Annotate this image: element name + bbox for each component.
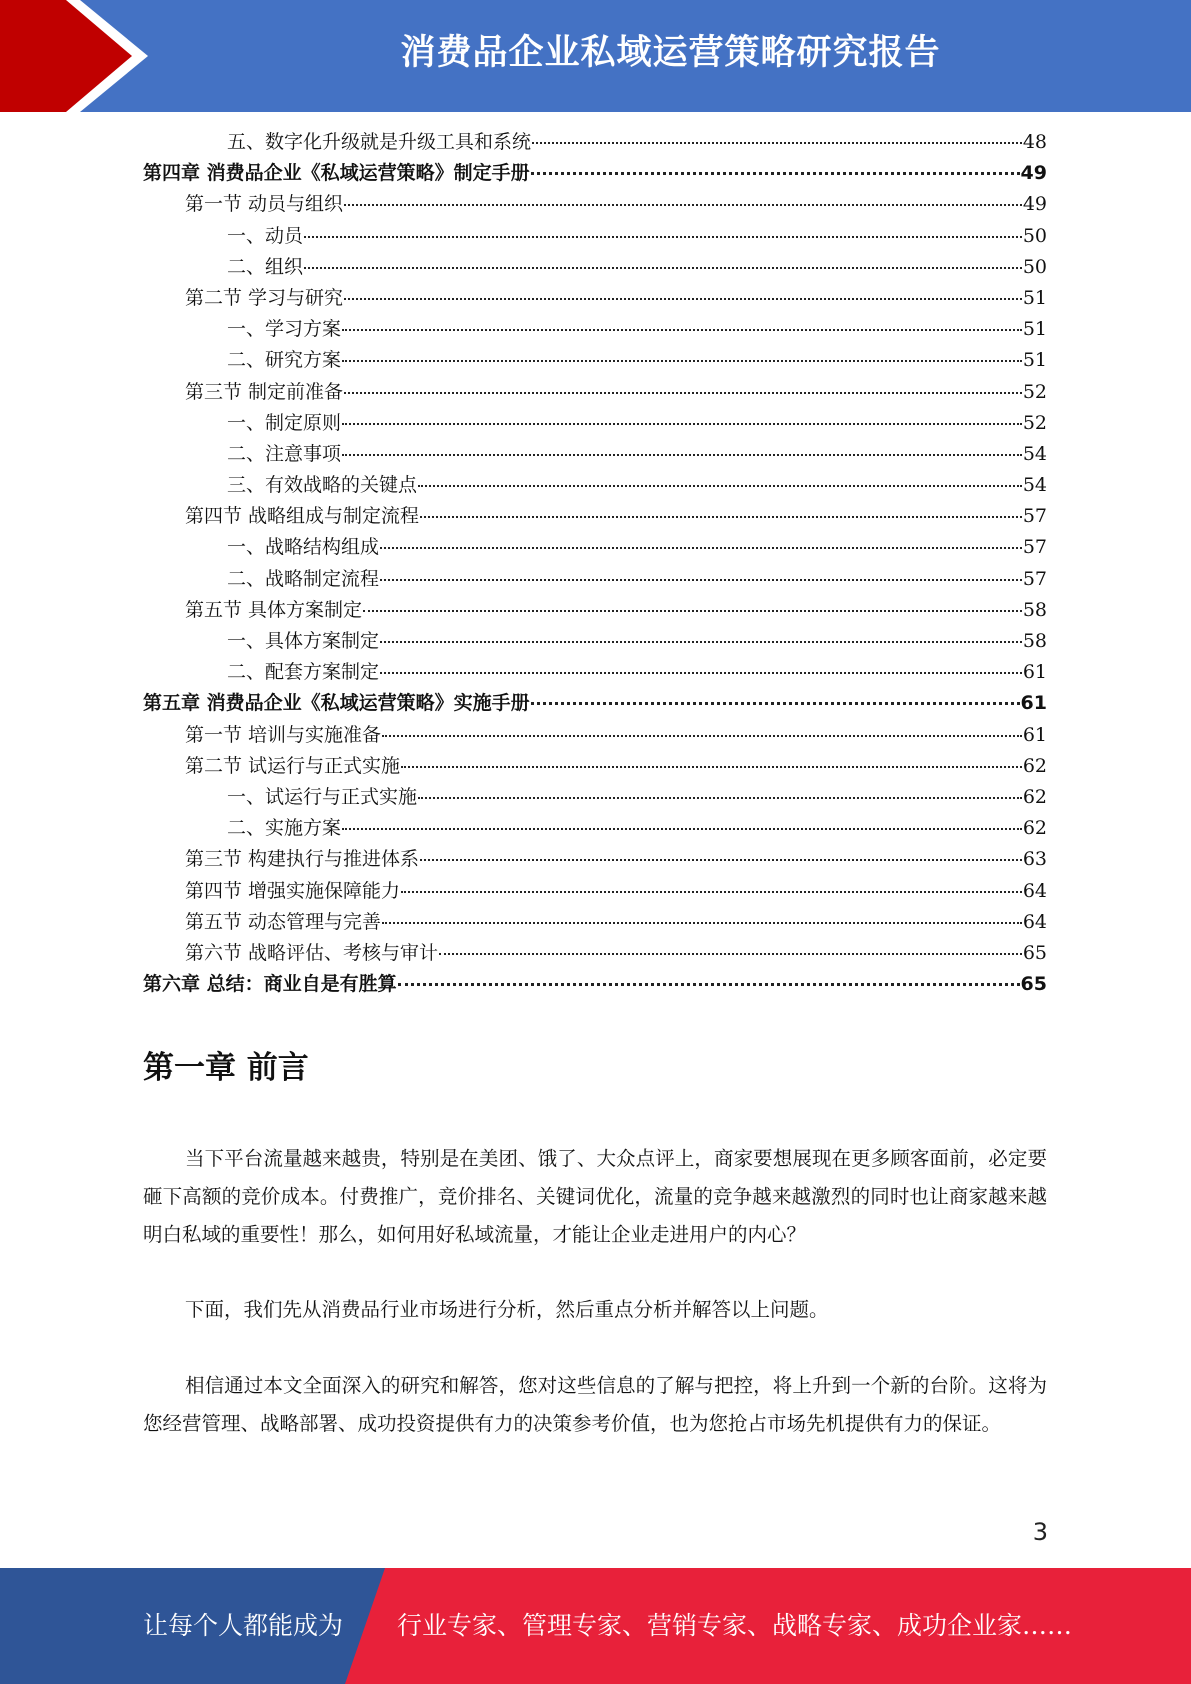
toc-entry-page: 57 (1022, 567, 1047, 590)
toc-leader-dots (344, 298, 1022, 300)
toc-entry[interactable] (143, 657, 1047, 688)
toc-entry-page: 52 (1022, 380, 1047, 403)
chapter-title: 第一章 前言 (143, 1050, 309, 1086)
toc-entry-page: 54 (1022, 442, 1047, 465)
toc-entry-title: 第五节 动态管理与完善 (185, 910, 382, 933)
toc-entry-title: 一、试运行与正式实施 (227, 785, 418, 808)
toc-entry[interactable] (143, 782, 1047, 813)
toc-entry-page: 57 (1022, 505, 1047, 528)
toc-entry-page: 50 (1022, 224, 1047, 247)
toc-entry[interactable] (143, 470, 1047, 501)
toc-entry[interactable] (143, 283, 1047, 314)
toc-entry-page: 62 (1022, 754, 1047, 777)
toc-entry-title: 第六章 总结：商业自是有胜算 (143, 973, 397, 996)
toc-entry-page: 48 (1022, 131, 1047, 153)
toc-leader-dots (382, 735, 1022, 737)
toc-entry-title: 第一节 动员与组织 (185, 193, 344, 216)
toc-leader-dots (342, 423, 1022, 425)
toc-entry[interactable] (143, 751, 1047, 782)
toc-leader-dots (363, 610, 1022, 612)
toc-entry-page: 62 (1022, 785, 1047, 808)
toc-entry-title: 第一节 培训与实施准备 (185, 723, 382, 746)
toc-entry[interactable] (143, 189, 1047, 220)
toc-entry-title: 一、具体方案制定 (227, 630, 380, 652)
toc-entry[interactable] (143, 314, 1047, 345)
toc-entry-title: 第六节 战略评估、考核与审计 (185, 941, 439, 964)
toc-entry[interactable] (143, 408, 1047, 439)
toc-entry-page: 65 (1020, 973, 1047, 996)
toc-entry[interactable] (143, 626, 1047, 657)
toc-leader-dots (304, 236, 1022, 238)
toc-entry-page: 64 (1022, 910, 1047, 933)
toc-entry-title: 第二节 试运行与正式实施 (185, 754, 401, 777)
toc-entry[interactable] (143, 127, 1047, 158)
toc-entry[interactable] (143, 532, 1047, 563)
paragraph-text: 相信通过本文全面深入的研究和解答，您对这些信息的了解与把控，将上升到一个新的台阶。这将为您经营管理、战略部署、成功投资提供有力的决策参考价值，也为您抢占市场先机提供有力的保证。 (143, 1374, 1047, 1435)
paragraph-text: 下面，我们先从消费品行业市场进行分析，然后重点分析并解答以上问题。 (185, 1298, 829, 1321)
toc-entry[interactable] (143, 844, 1047, 875)
toc-entry[interactable] (143, 501, 1047, 532)
toc-entry[interactable] (143, 439, 1047, 470)
toc-leader-dots (531, 172, 1020, 175)
toc-leader-dots (532, 142, 1022, 144)
header-title: 消费品企业私域运营策略研究报告 (400, 33, 941, 73)
toc-entry-page: 61 (1022, 723, 1047, 746)
toc-entry-page: 51 (1022, 349, 1047, 372)
toc-entry-page: 65 (1022, 941, 1047, 964)
toc-entry-page: 61 (1022, 661, 1047, 684)
toc-entry[interactable] (143, 969, 1047, 1000)
toc-entry[interactable] (143, 876, 1047, 907)
toc-entry[interactable] (143, 252, 1047, 283)
page-footer (0, 1568, 1191, 1684)
toc-entry-title: 二、配套方案制定 (227, 661, 380, 684)
toc-leader-dots (420, 859, 1022, 861)
toc-leader-dots (418, 797, 1022, 799)
toc-leader-dots (380, 547, 1022, 549)
page-header (0, 0, 1191, 112)
toc-leader-dots (531, 702, 1020, 705)
toc-entry[interactable] (143, 720, 1047, 751)
toc-leader-dots (401, 766, 1022, 768)
toc-entry[interactable] (143, 377, 1047, 408)
paragraph-1 (143, 1140, 1047, 1254)
toc-entry-page: 54 (1022, 474, 1047, 497)
table-of-contents (143, 127, 1047, 1000)
toc-leader-dots (342, 454, 1022, 456)
toc-entry-title: 一、制定原则 (227, 411, 342, 434)
toc-entry-page: 61 (1020, 692, 1047, 715)
toc-entry-page: 62 (1022, 817, 1047, 840)
toc-entry-page: 51 (1022, 318, 1047, 341)
footer-slogan-right: 行业专家、管理专家、营销专家、战略专家、成功企业家…… (397, 1611, 1073, 1640)
toc-entry-page: 52 (1022, 411, 1047, 434)
toc-entry-page: 64 (1022, 879, 1047, 902)
toc-entry-title: 第二节 学习与研究 (185, 286, 344, 309)
toc-entry-page: 58 (1022, 598, 1047, 621)
toc-entry-title: 一、战略结构组成 (227, 536, 380, 559)
toc-entry-title: 一、动员 (227, 224, 304, 247)
toc-entry-title: 二、注意事项 (227, 442, 342, 465)
toc-leader-dots (418, 485, 1022, 487)
toc-entry[interactable] (143, 158, 1047, 189)
toc-entry-title: 二、战略制定流程 (227, 567, 380, 590)
toc-entry[interactable] (143, 688, 1047, 719)
toc-entry[interactable] (143, 907, 1047, 938)
paragraph-3 (143, 1367, 1047, 1443)
toc-entry-title: 二、组织 (227, 255, 304, 278)
paragraph-2 (143, 1291, 1047, 1329)
toc-leader-dots (398, 983, 1020, 986)
footer-slogan-left: 让每个人都能成为 (143, 1611, 344, 1640)
paragraph-text: 当下平台流量越来越贵，特别是在美团、饿了、大众点评上，商家要想展现在更多顾客面前，必定要砸下高额的竞价成本。付费推广，竞价排名、关键词优化，流量的竞争越来越激烈的同时也让商家越来越明白私域的重要性！那么，如何用好私域流量，才能让企业走进用户的内心？ (143, 1147, 1047, 1246)
toc-leader-dots (380, 579, 1022, 581)
toc-leader-dots (380, 641, 1022, 643)
toc-entry-page: 63 (1022, 848, 1047, 871)
toc-entry-title: 三、有效战略的关键点 (227, 474, 418, 497)
toc-entry-title: 二、研究方案 (227, 349, 342, 372)
toc-entry-title: 二、实施方案 (227, 817, 342, 840)
toc-entry-page: 51 (1022, 286, 1047, 309)
page-number: 3 (1032, 1518, 1048, 1546)
toc-entry-page: 49 (1020, 162, 1047, 185)
toc-entry-page: 50 (1022, 255, 1047, 278)
toc-entry-title: 第四节 战略组成与制定流程 (185, 505, 420, 528)
toc-leader-dots (304, 267, 1022, 269)
toc-leader-dots (420, 516, 1022, 518)
toc-leader-dots (342, 360, 1022, 362)
toc-entry-page: 58 (1022, 630, 1047, 652)
toc-leader-dots (382, 922, 1022, 924)
toc-leader-dots (380, 672, 1022, 674)
toc-entry[interactable] (143, 564, 1047, 595)
toc-entry-title: 第四节 增强实施保障能力 (185, 879, 401, 902)
toc-entry-title: 第五章 消费品企业《私域运营策略》实施手册 (143, 692, 530, 715)
toc-entry-title: 一、学习方案 (227, 318, 342, 341)
toc-leader-dots (344, 204, 1022, 206)
toc-entry[interactable] (143, 813, 1047, 844)
toc-entry[interactable] (143, 345, 1047, 376)
toc-leader-dots (401, 891, 1022, 893)
toc-entry[interactable] (143, 221, 1047, 252)
toc-entry-title: 第三节 构建执行与推进体系 (185, 848, 420, 871)
toc-leader-dots (342, 329, 1022, 331)
toc-leader-dots (439, 953, 1022, 955)
toc-entry-title: 五、数字化升级就是升级工具和系统 (227, 131, 532, 153)
toc-entry-title: 第三节 制定前准备 (185, 380, 344, 403)
toc-leader-dots (342, 828, 1022, 830)
toc-entry[interactable] (143, 938, 1047, 969)
toc-entry-page: 49 (1022, 193, 1047, 216)
toc-entry-title: 第四章 消费品企业《私域运营策略》制定手册 (143, 162, 530, 185)
toc-entry[interactable] (143, 595, 1047, 626)
toc-leader-dots (344, 392, 1022, 394)
toc-entry-title: 第五节 具体方案制定 (185, 598, 363, 621)
toc-entry-page: 57 (1022, 536, 1047, 559)
